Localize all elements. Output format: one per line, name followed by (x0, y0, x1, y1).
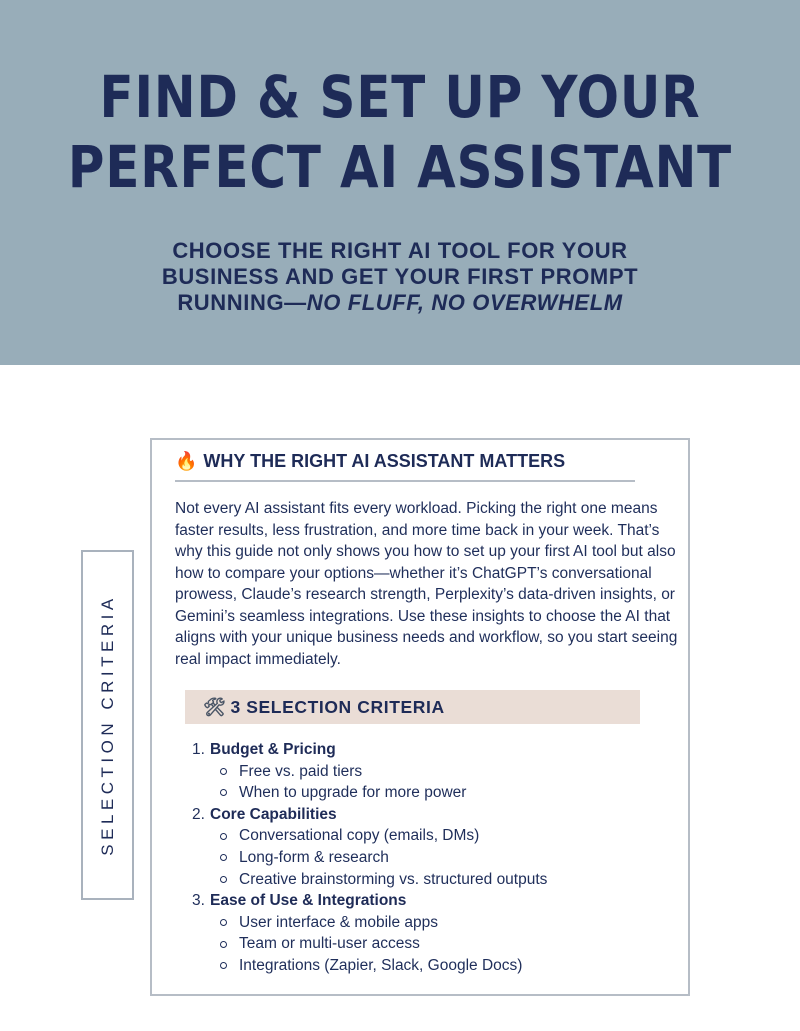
bullet-circle-icon (220, 919, 227, 926)
page-title-line-2: PERFECT AI ASSISTANT (67, 133, 733, 201)
tools-icon: 🛠 (203, 696, 227, 717)
card-heading (175, 451, 565, 472)
card-body-text: Not every AI assistant fits every workload. Picking the right one means faster results, less frustration, and more time back in your week. That’s why this guide not only shows you how to set up your first AI tool but also how to compare your options—whether it’s ChatGPT’s conversational prowess, Claude’s research strength, Perplexity’s data-driven insights, or Gemini’s seamless integrations. Use these insights to choose the AI that aligns with your unique business needs and workflow, so you start seeing real impact immediately. (175, 500, 678, 668)
side-tab-label: SELECTION CRITERIA (97, 594, 117, 856)
list-item-text: User interface & mobile apps (239, 913, 439, 931)
list-item-text: Team or multi-user access (239, 935, 420, 953)
list-item (220, 955, 672, 977)
list-item (220, 847, 672, 869)
list-item (220, 912, 672, 934)
bullet-circle-icon (220, 854, 227, 861)
list-item-text: Creative brainstorming vs. structured outputs (239, 870, 548, 888)
bullet-circle-icon (220, 768, 227, 775)
page-subtitle (0, 238, 800, 316)
subtitle-line-3-italic: NO FLUFF, NO OVERWHELM (306, 290, 623, 315)
subtitle-line-2: BUSINESS AND GET YOUR FIRST PROMPT (161, 264, 639, 289)
list-item-text: Conversational copy (emails, DMs) (239, 827, 480, 845)
criteria-sublist (192, 912, 672, 977)
criteria-title: Core Capabilities (210, 805, 337, 823)
list-item (220, 933, 672, 955)
criteria-heading-bar (185, 690, 640, 724)
list-item (220, 761, 672, 783)
criteria-sublist (192, 825, 672, 890)
criteria-list (192, 739, 672, 977)
fire-icon: 🔥 (175, 451, 198, 471)
side-tab (81, 550, 134, 900)
bullet-circle-icon (220, 833, 227, 840)
subtitle-line-3-prefix: RUNNING— (177, 290, 307, 315)
bullet-circle-icon (220, 789, 227, 796)
list-item (220, 825, 672, 847)
criteria-heading-text: 3 SELECTION CRITERIA (230, 696, 445, 717)
list-item-text: Free vs. paid tiers (239, 762, 363, 780)
criteria-item (192, 890, 672, 976)
criteria-number: 2. (192, 805, 205, 823)
content-card (150, 438, 690, 996)
criteria-number: 3. (192, 892, 205, 910)
criteria-item (192, 804, 672, 890)
subtitle-line-1: CHOOSE THE RIGHT AI TOOL FOR YOUR (172, 238, 628, 263)
list-item (220, 869, 672, 891)
page-title-line-1: FIND & SET UP YOUR (99, 63, 701, 131)
criteria-item (192, 739, 672, 804)
bullet-circle-icon (220, 876, 227, 883)
bullet-circle-icon (220, 962, 227, 969)
card-heading-text: WHY THE RIGHT AI ASSISTANT MATTERS (203, 451, 566, 471)
list-item-text: Long-form & research (239, 848, 389, 866)
criteria-title: Ease of Use & Integrations (210, 892, 407, 910)
list-item-text: When to upgrade for more power (239, 784, 467, 802)
bullet-circle-icon (220, 941, 227, 948)
heading-divider (175, 480, 635, 482)
criteria-title: Budget & Pricing (210, 741, 336, 758)
list-item-text: Integrations (Zapier, Slack, Google Docs) (239, 956, 523, 974)
subtitle-line-3 (0, 290, 800, 316)
list-item (220, 782, 672, 804)
page-title (56, 62, 744, 202)
criteria-number: 1. (192, 741, 205, 758)
criteria-sublist (192, 761, 672, 804)
hero-banner (0, 0, 800, 365)
